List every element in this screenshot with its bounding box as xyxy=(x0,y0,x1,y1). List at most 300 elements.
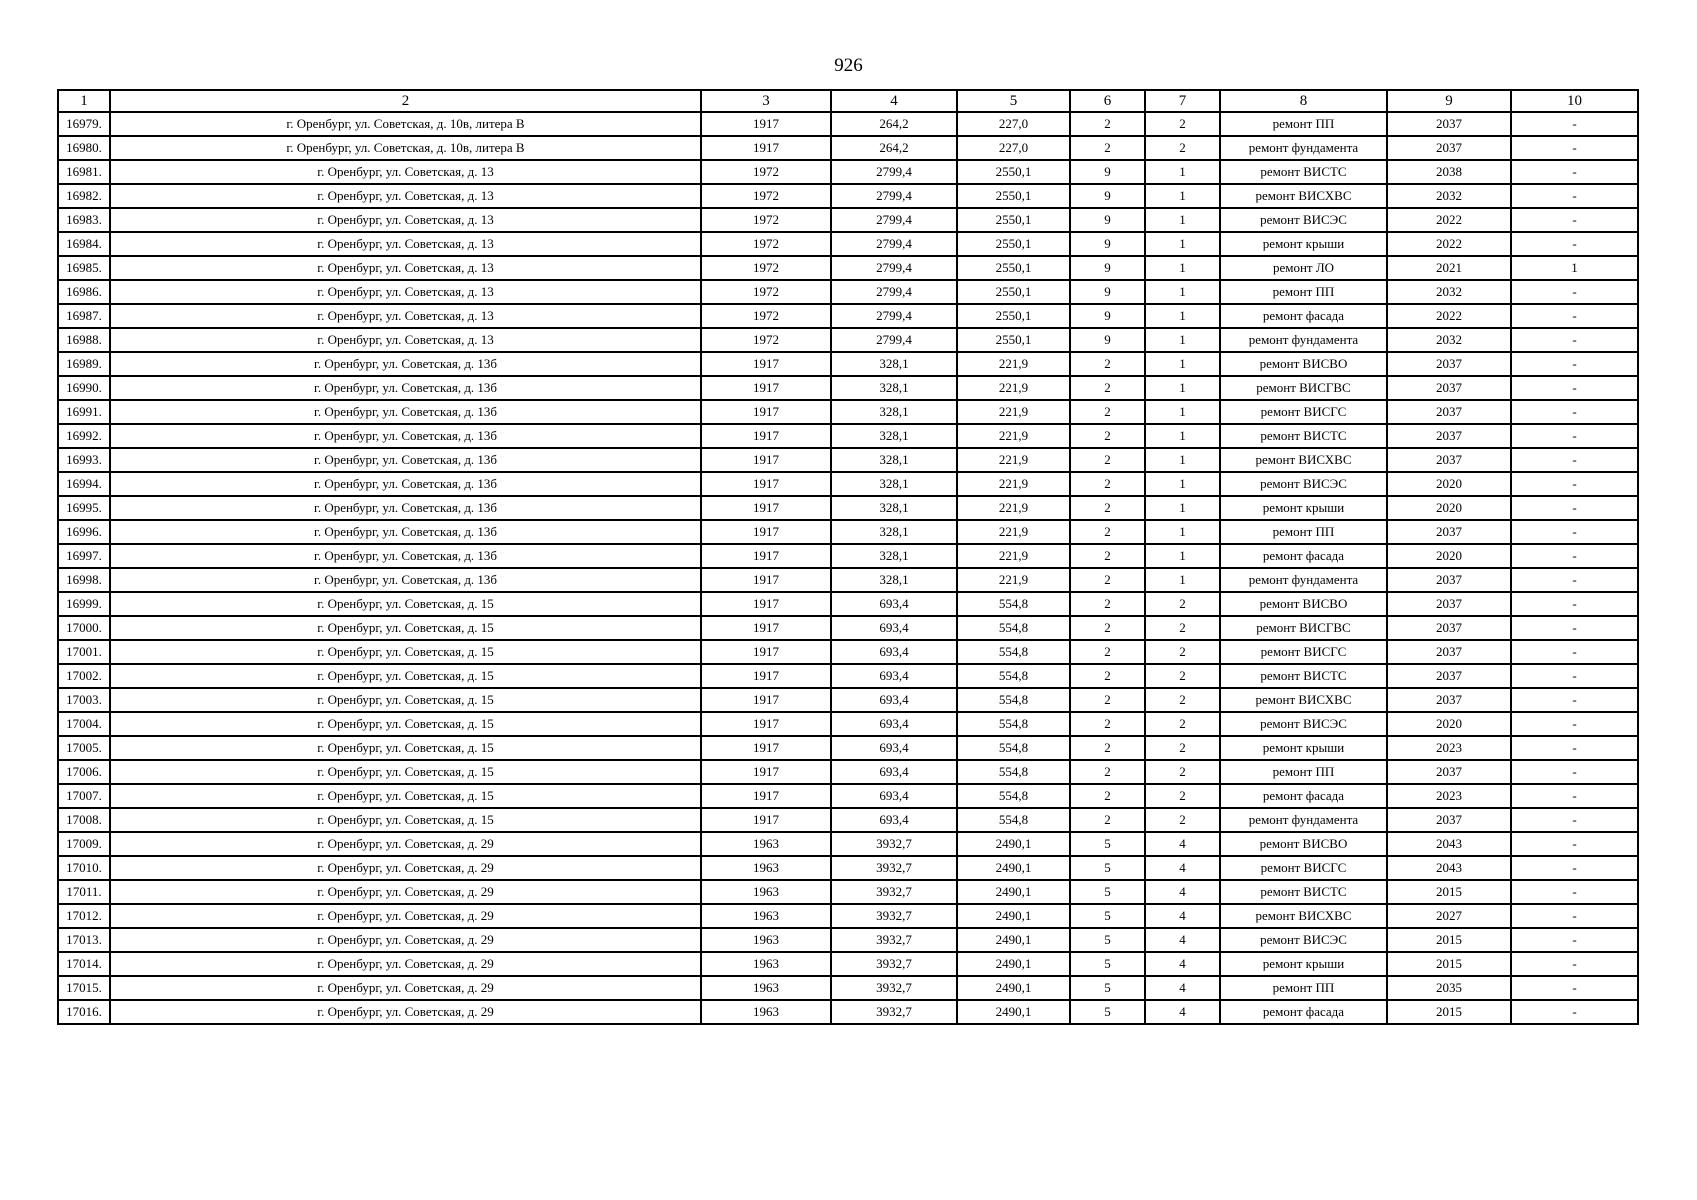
cell-living-area: 554,8 xyxy=(957,688,1070,712)
cell-work-type: ремонт ВИСГС xyxy=(1220,856,1387,880)
cell-column-10-value: - xyxy=(1511,520,1638,544)
cell-year-built: 1917 xyxy=(701,112,831,136)
cell-entrances: 1 xyxy=(1145,208,1220,232)
table-row xyxy=(58,256,1638,280)
cell-planned-year: 2015 xyxy=(1387,880,1511,904)
cell-total-area: 328,1 xyxy=(831,352,957,376)
cell-planned-year: 2038 xyxy=(1387,160,1511,184)
cell-address: г. Оренбург, ул. Советская, д. 29 xyxy=(110,952,701,976)
cell-column-10-value: - xyxy=(1511,280,1638,304)
cell-total-area: 3932,7 xyxy=(831,976,957,1000)
cell-entrances: 1 xyxy=(1145,352,1220,376)
cell-work-type: ремонт ПП xyxy=(1220,760,1387,784)
cell-column-10-value: - xyxy=(1511,928,1638,952)
cell-row-number: 16981. xyxy=(58,160,110,184)
column-header-2: 2 xyxy=(110,90,701,112)
cell-row-number: 16991. xyxy=(58,400,110,424)
cell-address: г. Оренбург, ул. Советская, д. 13 xyxy=(110,208,701,232)
cell-entrances: 1 xyxy=(1145,448,1220,472)
cell-living-area: 2550,1 xyxy=(957,184,1070,208)
cell-column-10-value: - xyxy=(1511,1000,1638,1024)
cell-total-area: 3932,7 xyxy=(831,952,957,976)
cell-planned-year: 2032 xyxy=(1387,184,1511,208)
cell-address: г. Оренбург, ул. Советская, д. 13б xyxy=(110,496,701,520)
cell-column-10-value: - xyxy=(1511,856,1638,880)
cell-column-10-value: - xyxy=(1511,232,1638,256)
cell-planned-year: 2037 xyxy=(1387,616,1511,640)
table-row xyxy=(58,856,1638,880)
cell-work-type: ремонт ВИСГВС xyxy=(1220,376,1387,400)
register-table xyxy=(57,89,1639,1025)
cell-address: г. Оренбург, ул. Советская, д. 15 xyxy=(110,808,701,832)
cell-total-area: 328,1 xyxy=(831,400,957,424)
cell-year-built: 1917 xyxy=(701,760,831,784)
cell-year-built: 1917 xyxy=(701,688,831,712)
cell-floors: 9 xyxy=(1070,280,1145,304)
column-header-7: 7 xyxy=(1145,90,1220,112)
cell-living-area: 221,9 xyxy=(957,424,1070,448)
cell-total-area: 3932,7 xyxy=(831,832,957,856)
cell-address: г. Оренбург, ул. Советская, д. 13 xyxy=(110,304,701,328)
cell-total-area: 693,4 xyxy=(831,808,957,832)
cell-planned-year: 2037 xyxy=(1387,808,1511,832)
cell-row-number: 16992. xyxy=(58,424,110,448)
cell-column-10-value: - xyxy=(1511,808,1638,832)
cell-living-area: 2490,1 xyxy=(957,928,1070,952)
table-row xyxy=(58,664,1638,688)
cell-work-type: ремонт фасада xyxy=(1220,784,1387,808)
cell-total-area: 264,2 xyxy=(831,112,957,136)
cell-work-type: ремонт ВИСВО xyxy=(1220,592,1387,616)
cell-total-area: 693,4 xyxy=(831,592,957,616)
cell-entrances: 1 xyxy=(1145,256,1220,280)
cell-planned-year: 2037 xyxy=(1387,376,1511,400)
cell-row-number: 16989. xyxy=(58,352,110,376)
column-header-10: 10 xyxy=(1511,90,1638,112)
cell-living-area: 554,8 xyxy=(957,592,1070,616)
cell-work-type: ремонт ВИСВО xyxy=(1220,832,1387,856)
cell-living-area: 2550,1 xyxy=(957,256,1070,280)
cell-entrances: 2 xyxy=(1145,592,1220,616)
cell-planned-year: 2037 xyxy=(1387,400,1511,424)
cell-address: г. Оренбург, ул. Советская, д. 29 xyxy=(110,832,701,856)
cell-address: г. Оренбург, ул. Советская, д. 13 xyxy=(110,160,701,184)
table-row xyxy=(58,568,1638,592)
cell-row-number: 17016. xyxy=(58,1000,110,1024)
cell-year-built: 1963 xyxy=(701,856,831,880)
cell-row-number: 16995. xyxy=(58,496,110,520)
cell-column-10-value: - xyxy=(1511,736,1638,760)
cell-work-type: ремонт ВИСХВС xyxy=(1220,448,1387,472)
cell-row-number: 17010. xyxy=(58,856,110,880)
cell-work-type: ремонт ВИСВО xyxy=(1220,352,1387,376)
cell-planned-year: 2022 xyxy=(1387,304,1511,328)
cell-work-type: ремонт ВИСХВС xyxy=(1220,904,1387,928)
cell-year-built: 1963 xyxy=(701,904,831,928)
cell-work-type: ремонт фасада xyxy=(1220,1000,1387,1024)
cell-floors: 2 xyxy=(1070,616,1145,640)
cell-work-type: ремонт ВИСГС xyxy=(1220,400,1387,424)
cell-row-number: 17003. xyxy=(58,688,110,712)
cell-work-type: ремонт ВИСТС xyxy=(1220,160,1387,184)
cell-address: г. Оренбург, ул. Советская, д. 15 xyxy=(110,712,701,736)
cell-work-type: ремонт фундамента xyxy=(1220,568,1387,592)
cell-address: г. Оренбург, ул. Советская, д. 13 xyxy=(110,256,701,280)
cell-planned-year: 2027 xyxy=(1387,904,1511,928)
cell-floors: 5 xyxy=(1070,952,1145,976)
cell-entrances: 4 xyxy=(1145,952,1220,976)
cell-planned-year: 2037 xyxy=(1387,760,1511,784)
table-row xyxy=(58,976,1638,1000)
cell-planned-year: 2035 xyxy=(1387,976,1511,1000)
cell-entrances: 2 xyxy=(1145,808,1220,832)
cell-entrances: 4 xyxy=(1145,976,1220,1000)
cell-entrances: 2 xyxy=(1145,688,1220,712)
cell-address: г. Оренбург, ул. Советская, д. 15 xyxy=(110,784,701,808)
cell-living-area: 2550,1 xyxy=(957,232,1070,256)
cell-column-10-value: - xyxy=(1511,424,1638,448)
cell-work-type: ремонт ВИСГВС xyxy=(1220,616,1387,640)
cell-living-area: 554,8 xyxy=(957,736,1070,760)
cell-floors: 9 xyxy=(1070,256,1145,280)
cell-floors: 5 xyxy=(1070,856,1145,880)
cell-living-area: 221,9 xyxy=(957,496,1070,520)
cell-living-area: 554,8 xyxy=(957,784,1070,808)
cell-entrances: 1 xyxy=(1145,400,1220,424)
cell-year-built: 1917 xyxy=(701,616,831,640)
cell-living-area: 221,9 xyxy=(957,376,1070,400)
cell-column-10-value: - xyxy=(1511,688,1638,712)
table-row xyxy=(58,712,1638,736)
cell-living-area: 221,9 xyxy=(957,544,1070,568)
cell-address: г. Оренбург, ул. Советская, д. 13 xyxy=(110,184,701,208)
cell-floors: 2 xyxy=(1070,352,1145,376)
table-row xyxy=(58,616,1638,640)
cell-column-10-value: - xyxy=(1511,760,1638,784)
cell-floors: 2 xyxy=(1070,712,1145,736)
cell-address: г. Оренбург, ул. Советская, д. 13б xyxy=(110,472,701,496)
cell-address: г. Оренбург, ул. Советская, д. 13 xyxy=(110,232,701,256)
cell-year-built: 1972 xyxy=(701,208,831,232)
table-row xyxy=(58,1000,1638,1024)
cell-row-number: 16985. xyxy=(58,256,110,280)
cell-work-type: ремонт ПП xyxy=(1220,112,1387,136)
cell-entrances: 2 xyxy=(1145,760,1220,784)
cell-address: г. Оренбург, ул. Советская, д. 15 xyxy=(110,688,701,712)
cell-column-10-value: - xyxy=(1511,496,1638,520)
cell-year-built: 1963 xyxy=(701,880,831,904)
cell-row-number: 17011. xyxy=(58,880,110,904)
cell-entrances: 1 xyxy=(1145,424,1220,448)
cell-total-area: 2799,4 xyxy=(831,256,957,280)
cell-living-area: 554,8 xyxy=(957,712,1070,736)
cell-address: г. Оренбург, ул. Советская, д. 13б xyxy=(110,352,701,376)
cell-column-10-value: - xyxy=(1511,664,1638,688)
cell-floors: 9 xyxy=(1070,208,1145,232)
cell-living-area: 554,8 xyxy=(957,760,1070,784)
cell-living-area: 227,0 xyxy=(957,136,1070,160)
cell-column-10-value: - xyxy=(1511,640,1638,664)
cell-floors: 2 xyxy=(1070,424,1145,448)
cell-address: г. Оренбург, ул. Советская, д. 10в, литера В xyxy=(110,136,701,160)
cell-work-type: ремонт ПП xyxy=(1220,976,1387,1000)
cell-year-built: 1972 xyxy=(701,304,831,328)
cell-entrances: 2 xyxy=(1145,736,1220,760)
cell-column-10-value: - xyxy=(1511,112,1638,136)
cell-column-10-value: - xyxy=(1511,952,1638,976)
table-row xyxy=(58,376,1638,400)
cell-planned-year: 2020 xyxy=(1387,496,1511,520)
cell-total-area: 2799,4 xyxy=(831,232,957,256)
cell-total-area: 328,1 xyxy=(831,424,957,448)
cell-row-number: 17014. xyxy=(58,952,110,976)
cell-address: г. Оренбург, ул. Советская, д. 15 xyxy=(110,640,701,664)
table-row xyxy=(58,496,1638,520)
cell-planned-year: 2023 xyxy=(1387,736,1511,760)
cell-column-10-value: 1 xyxy=(1511,256,1638,280)
cell-entrances: 1 xyxy=(1145,520,1220,544)
cell-address: г. Оренбург, ул. Советская, д. 13б xyxy=(110,520,701,544)
cell-column-10-value: - xyxy=(1511,136,1638,160)
cell-floors: 5 xyxy=(1070,1000,1145,1024)
cell-work-type: ремонт ПП xyxy=(1220,520,1387,544)
cell-column-10-value: - xyxy=(1511,904,1638,928)
cell-row-number: 17004. xyxy=(58,712,110,736)
cell-living-area: 2490,1 xyxy=(957,904,1070,928)
table-row xyxy=(58,424,1638,448)
cell-address: г. Оренбург, ул. Советская, д. 29 xyxy=(110,904,701,928)
cell-floors: 2 xyxy=(1070,448,1145,472)
cell-year-built: 1917 xyxy=(701,568,831,592)
column-header-3: 3 xyxy=(701,90,831,112)
cell-row-number: 16997. xyxy=(58,544,110,568)
cell-planned-year: 2032 xyxy=(1387,280,1511,304)
cell-row-number: 17007. xyxy=(58,784,110,808)
cell-planned-year: 2022 xyxy=(1387,208,1511,232)
cell-address: г. Оренбург, ул. Советская, д. 15 xyxy=(110,664,701,688)
cell-work-type: ремонт ВИСЭС xyxy=(1220,472,1387,496)
table-row xyxy=(58,136,1638,160)
cell-total-area: 2799,4 xyxy=(831,280,957,304)
cell-year-built: 1917 xyxy=(701,592,831,616)
table-row xyxy=(58,352,1638,376)
cell-floors: 2 xyxy=(1070,808,1145,832)
cell-year-built: 1972 xyxy=(701,256,831,280)
cell-living-area: 2550,1 xyxy=(957,208,1070,232)
cell-entrances: 2 xyxy=(1145,112,1220,136)
column-header-5: 5 xyxy=(957,90,1070,112)
cell-column-10-value: - xyxy=(1511,160,1638,184)
cell-year-built: 1917 xyxy=(701,544,831,568)
cell-row-number: 16982. xyxy=(58,184,110,208)
cell-floors: 9 xyxy=(1070,328,1145,352)
table-row xyxy=(58,928,1638,952)
cell-year-built: 1917 xyxy=(701,448,831,472)
cell-planned-year: 2015 xyxy=(1387,1000,1511,1024)
cell-column-10-value: - xyxy=(1511,328,1638,352)
cell-planned-year: 2037 xyxy=(1387,688,1511,712)
table-row xyxy=(58,808,1638,832)
cell-row-number: 16998. xyxy=(58,568,110,592)
table-row xyxy=(58,184,1638,208)
cell-planned-year: 2037 xyxy=(1387,352,1511,376)
cell-year-built: 1963 xyxy=(701,1000,831,1024)
cell-year-built: 1917 xyxy=(701,784,831,808)
cell-address: г. Оренбург, ул. Советская, д. 15 xyxy=(110,616,701,640)
cell-work-type: ремонт ВИСТС xyxy=(1220,880,1387,904)
cell-address: г. Оренбург, ул. Советская, д. 29 xyxy=(110,928,701,952)
cell-living-area: 221,9 xyxy=(957,520,1070,544)
cell-row-number: 17012. xyxy=(58,904,110,928)
cell-year-built: 1963 xyxy=(701,832,831,856)
cell-work-type: ремонт ВИСХВС xyxy=(1220,184,1387,208)
cell-year-built: 1917 xyxy=(701,712,831,736)
cell-total-area: 328,1 xyxy=(831,496,957,520)
cell-entrances: 1 xyxy=(1145,472,1220,496)
cell-living-area: 554,8 xyxy=(957,640,1070,664)
cell-row-number: 17005. xyxy=(58,736,110,760)
table-row xyxy=(58,760,1638,784)
cell-row-number: 17002. xyxy=(58,664,110,688)
cell-row-number: 16979. xyxy=(58,112,110,136)
cell-planned-year: 2037 xyxy=(1387,592,1511,616)
cell-year-built: 1917 xyxy=(701,472,831,496)
cell-row-number: 16988. xyxy=(58,328,110,352)
cell-total-area: 693,4 xyxy=(831,784,957,808)
column-header-1: 1 xyxy=(58,90,110,112)
cell-year-built: 1972 xyxy=(701,232,831,256)
table-row xyxy=(58,640,1638,664)
cell-living-area: 221,9 xyxy=(957,400,1070,424)
cell-planned-year: 2015 xyxy=(1387,952,1511,976)
cell-total-area: 328,1 xyxy=(831,472,957,496)
cell-address: г. Оренбург, ул. Советская, д. 13 xyxy=(110,280,701,304)
cell-work-type: ремонт ВИСХВС xyxy=(1220,688,1387,712)
cell-work-type: ремонт ВИСТС xyxy=(1220,664,1387,688)
cell-total-area: 693,4 xyxy=(831,712,957,736)
cell-living-area: 2490,1 xyxy=(957,880,1070,904)
cell-total-area: 693,4 xyxy=(831,616,957,640)
cell-column-10-value: - xyxy=(1511,568,1638,592)
cell-planned-year: 2037 xyxy=(1387,568,1511,592)
cell-column-10-value: - xyxy=(1511,976,1638,1000)
cell-total-area: 693,4 xyxy=(831,736,957,760)
cell-row-number: 16983. xyxy=(58,208,110,232)
cell-floors: 5 xyxy=(1070,832,1145,856)
cell-year-built: 1917 xyxy=(701,736,831,760)
cell-column-10-value: - xyxy=(1511,376,1638,400)
cell-entrances: 1 xyxy=(1145,568,1220,592)
cell-row-number: 17000. xyxy=(58,616,110,640)
cell-address: г. Оренбург, ул. Советская, д. 10в, литера В xyxy=(110,112,701,136)
table-row xyxy=(58,328,1638,352)
cell-column-10-value: - xyxy=(1511,616,1638,640)
cell-living-area: 2550,1 xyxy=(957,304,1070,328)
cell-address: г. Оренбург, ул. Советская, д. 13б xyxy=(110,568,701,592)
cell-total-area: 328,1 xyxy=(831,520,957,544)
cell-work-type: ремонт ВИСЭС xyxy=(1220,712,1387,736)
cell-column-10-value: - xyxy=(1511,472,1638,496)
cell-living-area: 2490,1 xyxy=(957,856,1070,880)
cell-entrances: 4 xyxy=(1145,880,1220,904)
cell-floors: 2 xyxy=(1070,376,1145,400)
cell-column-10-value: - xyxy=(1511,592,1638,616)
cell-living-area: 2490,1 xyxy=(957,976,1070,1000)
cell-year-built: 1917 xyxy=(701,808,831,832)
cell-living-area: 554,8 xyxy=(957,664,1070,688)
cell-floors: 2 xyxy=(1070,136,1145,160)
cell-planned-year: 2037 xyxy=(1387,136,1511,160)
cell-total-area: 3932,7 xyxy=(831,904,957,928)
cell-year-built: 1917 xyxy=(701,136,831,160)
cell-work-type: ремонт крыши xyxy=(1220,496,1387,520)
cell-year-built: 1963 xyxy=(701,976,831,1000)
cell-year-built: 1972 xyxy=(701,160,831,184)
cell-planned-year: 2037 xyxy=(1387,664,1511,688)
cell-address: г. Оренбург, ул. Советская, д. 13б xyxy=(110,448,701,472)
cell-total-area: 2799,4 xyxy=(831,304,957,328)
column-header-6: 6 xyxy=(1070,90,1145,112)
cell-floors: 2 xyxy=(1070,664,1145,688)
cell-column-10-value: - xyxy=(1511,784,1638,808)
cell-total-area: 693,4 xyxy=(831,760,957,784)
cell-living-area: 2490,1 xyxy=(957,952,1070,976)
cell-year-built: 1917 xyxy=(701,400,831,424)
cell-planned-year: 2043 xyxy=(1387,856,1511,880)
cell-planned-year: 2032 xyxy=(1387,328,1511,352)
table-row xyxy=(58,112,1638,136)
cell-living-area: 2490,1 xyxy=(957,1000,1070,1024)
cell-floors: 2 xyxy=(1070,592,1145,616)
cell-year-built: 1917 xyxy=(701,664,831,688)
cell-total-area: 2799,4 xyxy=(831,328,957,352)
cell-year-built: 1972 xyxy=(701,280,831,304)
cell-address: г. Оренбург, ул. Советская, д. 13б xyxy=(110,544,701,568)
cell-floors: 5 xyxy=(1070,880,1145,904)
cell-entrances: 2 xyxy=(1145,784,1220,808)
cell-planned-year: 2037 xyxy=(1387,448,1511,472)
table-row xyxy=(58,832,1638,856)
cell-row-number: 16994. xyxy=(58,472,110,496)
cell-total-area: 3932,7 xyxy=(831,880,957,904)
cell-column-10-value: - xyxy=(1511,712,1638,736)
cell-work-type: ремонт крыши xyxy=(1220,952,1387,976)
table-row xyxy=(58,160,1638,184)
cell-row-number: 16993. xyxy=(58,448,110,472)
cell-floors: 2 xyxy=(1070,520,1145,544)
cell-work-type: ремонт ВИСЭС xyxy=(1220,208,1387,232)
cell-planned-year: 2020 xyxy=(1387,712,1511,736)
cell-year-built: 1972 xyxy=(701,184,831,208)
cell-total-area: 3932,7 xyxy=(831,928,957,952)
cell-living-area: 221,9 xyxy=(957,448,1070,472)
cell-total-area: 3932,7 xyxy=(831,856,957,880)
cell-entrances: 1 xyxy=(1145,280,1220,304)
cell-entrances: 2 xyxy=(1145,640,1220,664)
cell-floors: 5 xyxy=(1070,976,1145,1000)
cell-planned-year: 2022 xyxy=(1387,232,1511,256)
cell-total-area: 328,1 xyxy=(831,544,957,568)
cell-planned-year: 2037 xyxy=(1387,640,1511,664)
table-row xyxy=(58,592,1638,616)
cell-floors: 9 xyxy=(1070,304,1145,328)
cell-total-area: 2799,4 xyxy=(831,208,957,232)
cell-entrances: 2 xyxy=(1145,664,1220,688)
cell-entrances: 1 xyxy=(1145,544,1220,568)
cell-total-area: 3932,7 xyxy=(831,1000,957,1024)
cell-column-10-value: - xyxy=(1511,352,1638,376)
cell-floors: 5 xyxy=(1070,904,1145,928)
